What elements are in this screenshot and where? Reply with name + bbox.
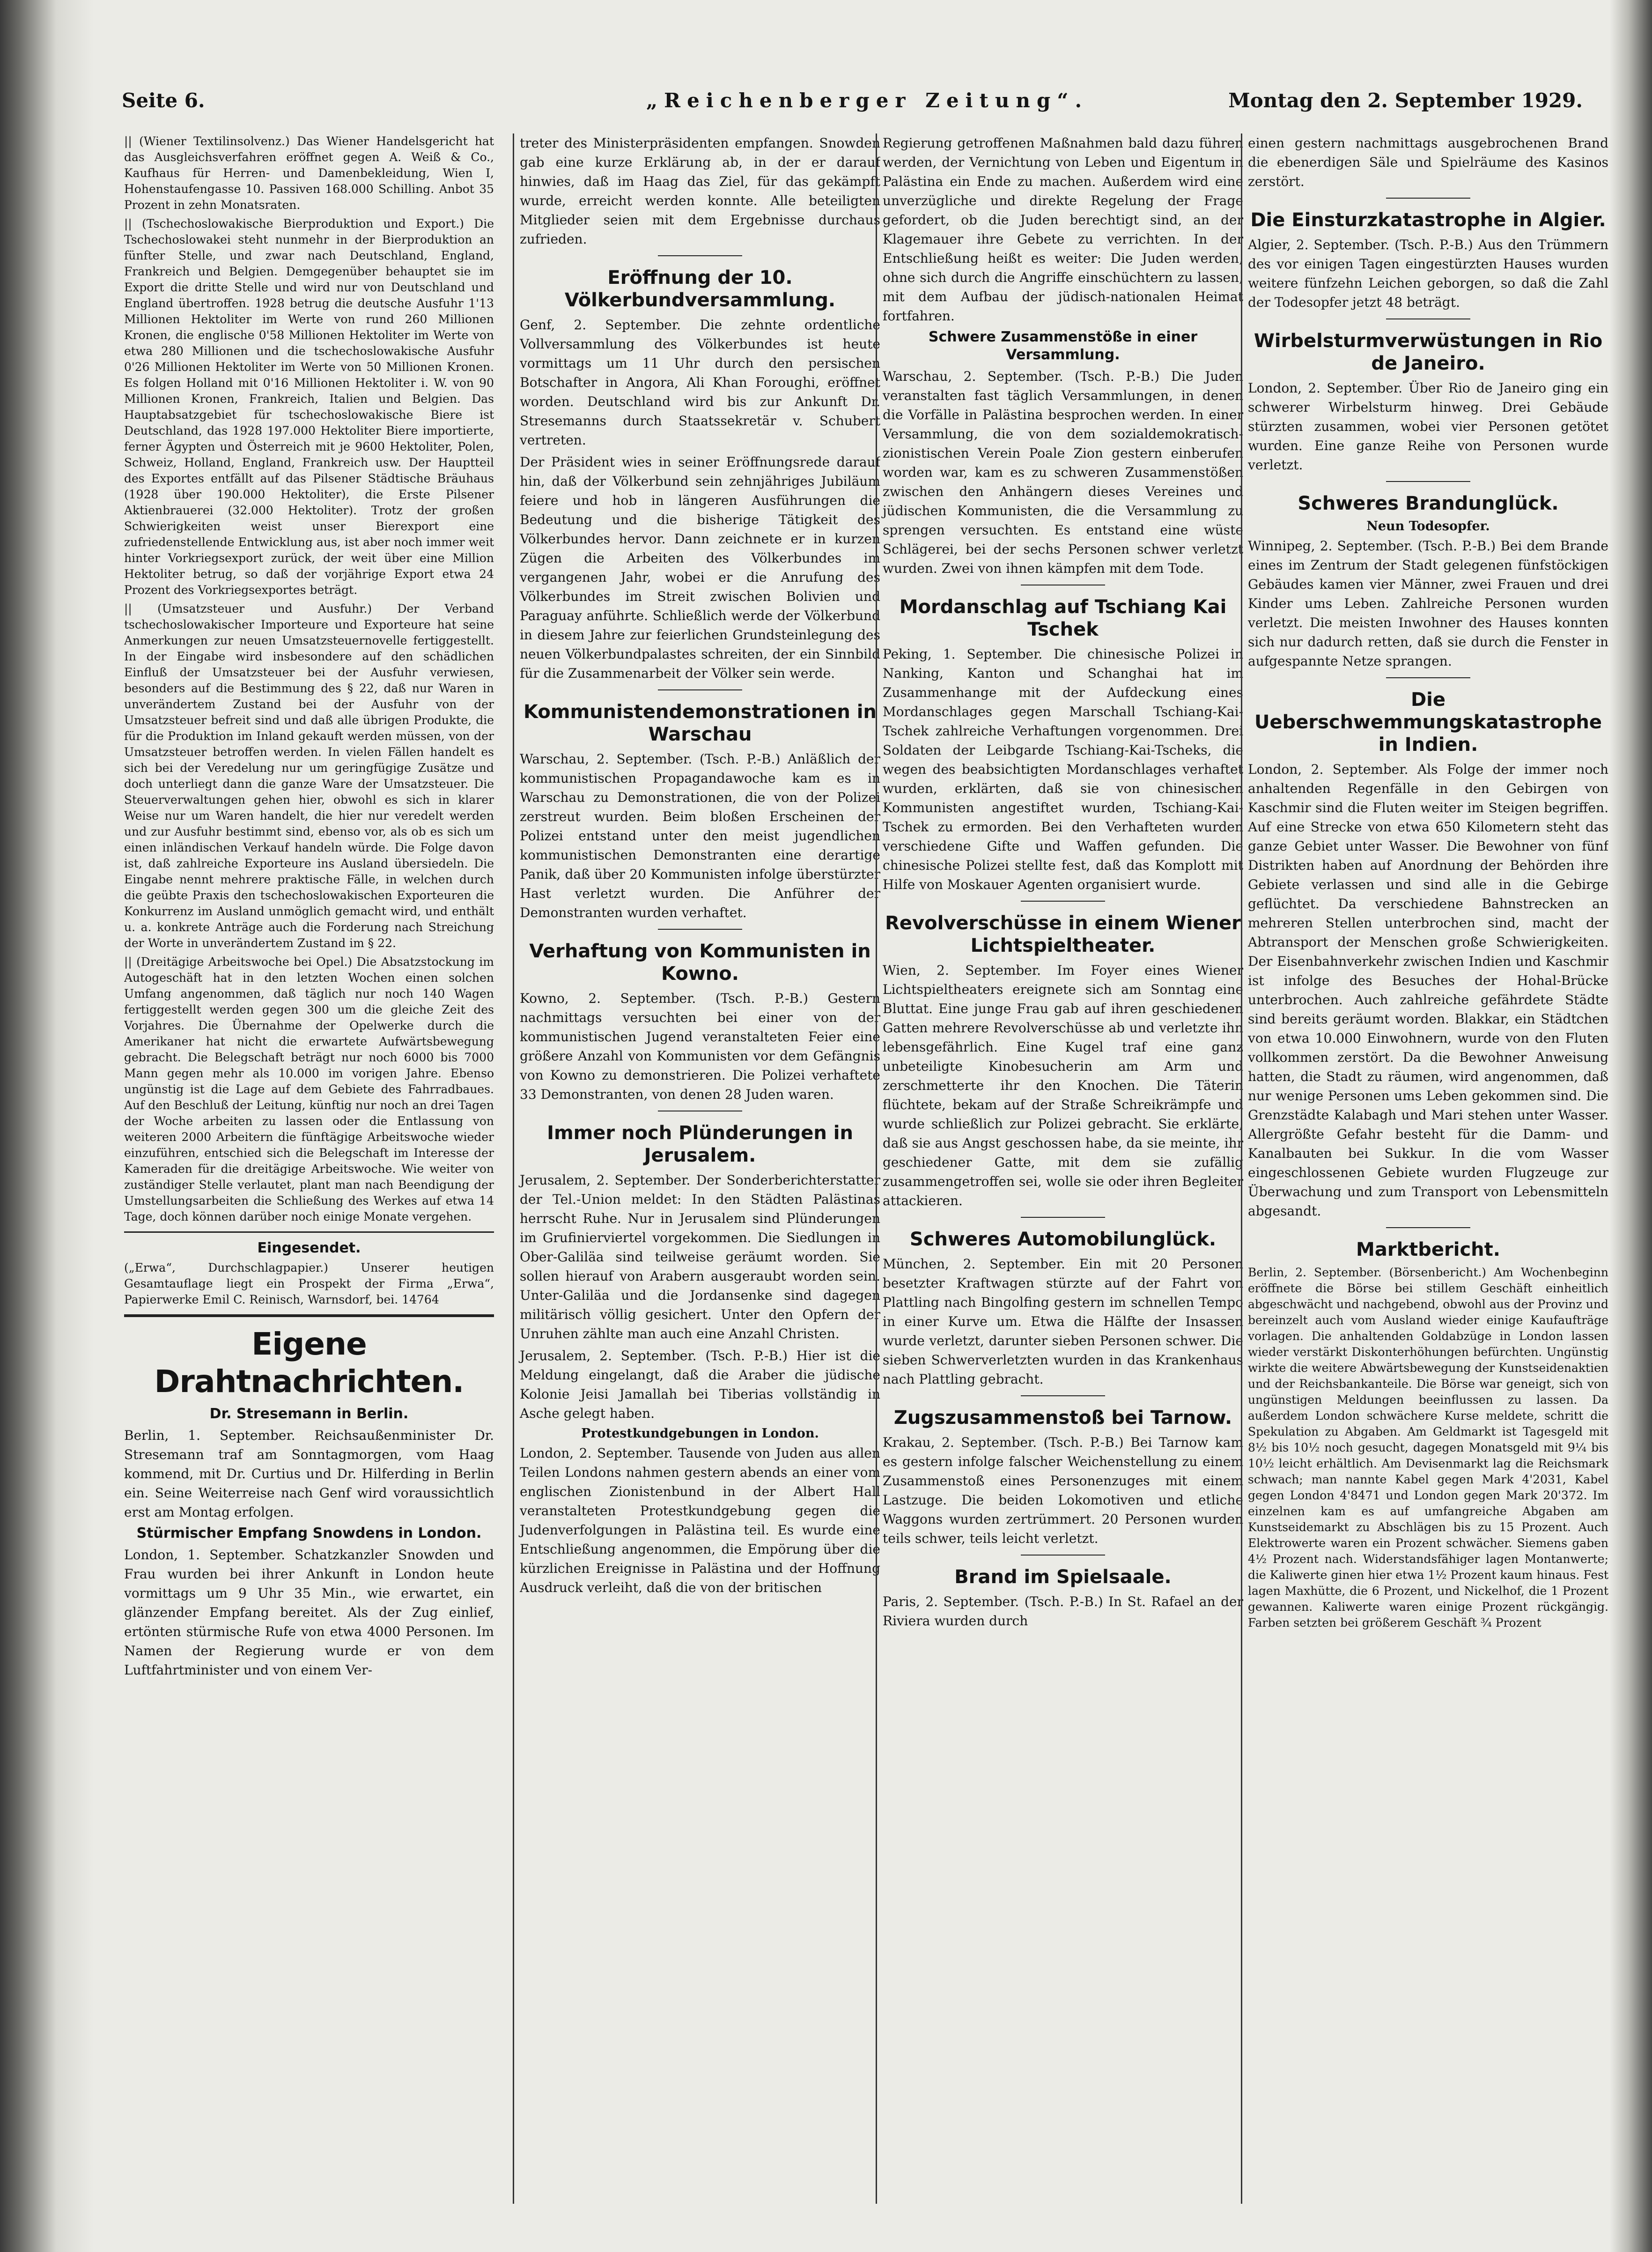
- article-warschau-zusammenstoesse: Warschau, 2. September. (Tsch. P.-B.) Die Juden veranstalten fast täglich Versammlungen, in denen die Vorfälle in Palästina besprochen werden. In einer Versammlung, die von dem sozialdemokratisch-zionistischen Verein Poale Zion gestern einberufen worden war, kam es zu schweren Zusammenstößen zwischen den Anhängern dieses Vereines und jüdischen Kommunisten, die die Versammlung zu sprengen versuchten. Es entstand eine wüste Schlägerei, bei der sechs Personen schwer verletzt wurden. Zwei von ihnen kämpfen mit dem Tode.: [883, 369, 1243, 576]
- article-muenchen: München, 2. September. Ein mit 20 Personen besetzter Kraftwagen stürzte auf der Fahrt von Plattling nach Bingolfing gestern im schnellen Tempo in einer Kurve um. Etwa die Hälfte der Insassen wurde verletzt, darunter sieben Personen schwer. Die sieben Schwerverletzten wurden in das Krankenhaus nach Plattling gebracht.: [883, 1256, 1243, 1387]
- column-3: [876, 133, 1243, 2204]
- article-tschiang: Peking, 1. September. Die chinesische Polizei in Nanking, Kanton und Schanghai hat im Zusammenhange mit der Aufdeckung eines Mordanschlages gegen Marschall Tschiang-Kai-Tschek zahlreiche Verhaftungen vorgenommen. Drei Soldaten der Leibgarde Tschiang-Kai-Tscheks, die wegen des beabsichtigten Mordanschlages verhaftet wurden, erklärten, daß sie von chinesischen Kommunisten angestiftet wurden, Tschiang-Kai-Tschek zu ermorden. Bei den Verhafteten wurden verschiedene Gifte und Waffen gefunden. Die chinesische Polizei stellte fest, daß das Komplott mit Hilfe von Moskauer Agenten organisiert wurde.: [883, 646, 1243, 892]
- headline-tschiang: Mordanschlag auf Tschiang Kai Tschek: [899, 596, 1227, 640]
- headline-warschau-demonstrationen: Kommunistendemonstrationen in Warschau: [524, 701, 877, 745]
- section-title-eingesendet: Eingesendet.: [257, 1240, 361, 1256]
- article-london-protest: London, 2. September. Tausende von Juden aus allen Teilen Londons nahmen gestern abends an einer vom englischen Zionistenbund in der Albert Hall veranstalteten Protestkundgebung gegen die Judenverfolgungen in Palästina teil. Es wurde eine Entschließung angenommen, die Empörung über die kürzlichen Ereignisse in Palästina und der Hoffnung Ausdruck verleiht, daß die von der britischen: [520, 1445, 880, 1595]
- headline-indien: Die Ueberschwemmungskatastrophe in Indien.: [1254, 689, 1602, 756]
- article-paris: Paris, 2. September. (Tsch. P.-B.) In St. Rafael an der Riviera wurden durch: [883, 1594, 1243, 1629]
- article-kowno: Kowno, 2. September. (Tsch. P.-B.) Gestern nachmittags versuchten bei einer von der kommunistischen Jugend veranstalteten Feier eine größere Anzahl von Kommunisten vor dem Gefängnis von Kowno zu demonstrieren. Die Polizei verhaftete 33 Demonstranten, von denen 28 Juden waren.: [520, 991, 880, 1102]
- article-winnipeg: Winnipeg, 2. September. (Tsch. P.-B.) Bei dem Brande eines im Zentrum der Stadt gelegenen fünfstöckigen Gebäudes kamen vier Männer, zwei Frauen und drei Kinder ums Leben. Zahlreiche Personen wurden verletzt. Die meisten Inwohner des Hauses konnten sich nur dadurch retten, daß sie durch die Fenster in aufgespannte Netze sprangen.: [1248, 538, 1608, 669]
- section-title-drahtnachrichten: Eigene Drahtnachrichten.: [154, 1326, 464, 1400]
- divider: [1021, 1217, 1105, 1218]
- page-number: Seite 6.: [122, 89, 205, 112]
- divider: [1386, 481, 1470, 482]
- article-warschau-demonstrationen: Warschau, 2. September. (Tsch. P.-B.) Anläßlich der kommunistischen Propagandawoche kam es in Warschau zu Demonstrationen, die von der Polizei zerstreut wurden. Beim bloßen Erscheinen der Polizei entstand unter den meist jugendlichen kommunistischen Demonstranten eine derartige Panik, daß über 20 Kommunisten infolge überstürzter Hast verletzt wurden. Die Anführer der Demonstranten wurden verhaftet.: [520, 751, 880, 920]
- article-textilinsolvenz: || (Wiener Textilinsolvenz.) Das Wiener Handelsgericht hat das Ausgleichsverfahren eröffnet gegen A. Weiß & Co., Kaufhaus für Herren- und Damenbekleidung, Wien I, Hohenstaufengasse 10. Passiven 168.000 Schilling. Anbot 35 Prozent in zehn Monatsraten.: [124, 134, 494, 212]
- issue-date: Montag den 2. September 1929.: [1228, 89, 1583, 112]
- divider: [658, 689, 742, 690]
- headline-voelkerbund: Eröffnung der 10. Völkerbundversammlung.: [564, 267, 836, 311]
- divider: [1386, 198, 1470, 199]
- headline-jerusalem: Immer noch Plünderungen in Jerusalem.: [547, 1122, 853, 1166]
- article-paris-cont: einen gestern nachmittags ausgebrochenen Brand die ebenerdigen Säle und Spielräume des Kasinos zerstört.: [1248, 135, 1608, 189]
- scan-edge-shadow-right: [1610, 0, 1652, 2252]
- article-jerusalem-2: Jerusalem, 2. September. (Tsch. P.-B.) Hier ist die Meldung eingelangt, daß die Araber die jüdische Kolonie Jeisi Jamallah bei Tiberias vollständig in Asche gelegt haben.: [520, 1348, 880, 1421]
- article-eingesendet: („Erwa“, Durchschlagpapier.) Unserer heutigen Gesamtauflage liegt ein Prospekt der Firma „Erwa“, Papierwerke Emil C. Reinisch, Warnsdorf, bei. 14764: [124, 1261, 494, 1306]
- article-voelkerbund: Genf, 2. September. Die zehnte ordentliche Vollversammlung des Völkerbundes ist heute vormittags um 11 Uhr durch den persischen Botschafter in Angora, Ali Khan Foroughi, eröffnet worden. Deutschland wird bis zur Ankunft Dr. Stresemanns durch Staatssekretär v. Schubert vertreten.: [520, 317, 880, 448]
- headline-london-protest: Protestkundgebungen in London.: [581, 1426, 819, 1441]
- headline-marktbericht: Marktbericht.: [1356, 1239, 1500, 1260]
- divider: [1021, 901, 1105, 902]
- article-snowden: London, 1. September. Schatzkanzler Snowden und Frau wurden bei ihrer Ankunft in London heute vormittags um 9 Uhr 35 Min., wie erwartet, ein glänzender Empfang bereitet. Als der Zug einlief, ertönten stürmische Rufe von etwa 4000 Personen. Im Namen der Regierung wurde er von dem Luftfahrtminister und von einem Ver-: [124, 1547, 494, 1678]
- page-header: [122, 84, 1583, 122]
- divider: [1386, 1227, 1470, 1228]
- article-opel: || (Dreitägige Arbeitswoche bei Opel.) Die Absatzstockung im Autogeschäft hat in den letzten Wochen einen solchen Umfang angenommen, daß täglich nur noch 140 Wagen fertiggestellt werden gegen 300 um die gleiche Zeit des Vorjahres. Die Übernahme der Opelwerke durch die Amerikaner hat nicht die erwartete Aufwärtsbewegung gebracht. Die Belegschaft beträgt nur noch 6000 bis 7000 Mann gegen mehr als 10.000 im vorigen Jahre. Ebenso ungünstig ist die Lage auf dem Gebiete des Fahrradbaues. Auf den Beschluß der Leitung, künftig nur noch an drei Tagen der Woche arbeiten zu lassen oder die Entlassung von weiteren 2000 Arbeitern die fünftägige Arbeitswoche wieder einzuführen, entschied sich die Belegschaft im Interesse der Kameraden für die dreitägige Arbeitswoche. Wie weiter von zuständiger Stelle verlautet, plant man nach Beendigung der Umstellungsarbeiten die Schließung des Werkes auf etwa 14 Tage, doch können darüber noch einige Monate vergehen.: [124, 955, 494, 1223]
- divider: [1021, 1555, 1105, 1556]
- headline-wien: Revolverschüsse in einem Wiener Lichtspieltheater.: [885, 912, 1241, 956]
- article-stresemann: Berlin, 1. September. Reichsaußenminister Dr. Stresemann traf am Sonntagmorgen, vom Haag kommend, mit Dr. Curtius und Dr. Hilferding in Berlin ein. Seine Weiterreise nach Genf wird voraussichtlich erst am Montag erfolgen.: [124, 1428, 494, 1520]
- headline-warschau-zusammenstoesse: Schwere Zusammenstöße in einer Versammlung.: [928, 329, 1198, 363]
- headline-paris: Brand im Spielsaale.: [954, 1566, 1172, 1588]
- divider: [124, 1314, 494, 1317]
- divider: [124, 1231, 494, 1233]
- headline-muenchen: Schweres Automobilunglück.: [909, 1229, 1217, 1250]
- headline-algier: Die Einsturzkatastrophe in Algier.: [1250, 209, 1606, 231]
- article-jerusalem-1: Jerusalem, 2. September. Der Sonderberichterstatter der Tel.-Union meldet: In den Städten Palästinas herrscht Ruhe. Nur in Jerusalem sind Plünderungen im Grufinierviertel vorgekommen. Die Siedlungen in Ober-Galiläa sind teilweise geräumt worden. Sie sollen hierauf von Arabern ausgeraubt worden sein. Unter-Galiläa und die Jordansenke sind dagegen militärisch völlig gesichert. Unter den Opfern der Unruhen zählte man auch eine Anzahl Christen.: [520, 1172, 880, 1341]
- headline-stresemann: Dr. Stresemann in Berlin.: [209, 1406, 409, 1422]
- headline-kowno: Verhaftung von Kommunisten in Kowno.: [529, 941, 871, 985]
- divider: [1021, 1395, 1105, 1396]
- newspaper-title: „Reichenberger Zeitung“.: [646, 89, 1089, 112]
- article-umsatzsteuer: || (Umsatzsteuer und Ausfuhr.) Der Verband tschechoslowakischer Importeure und Exporteure hat seine Anmerkungen zur neuen Umsatzsteuernovelle fertiggestellt. In der Eingabe wird insbesondere auf den schädlichen Einfluß der Umsatzsteuer bei der Ausfuhr verwiesen, besonders auf die Bestimmung des § 22, daß nur Waren in unverändertem Zustand bei der Ausfuhr von der Umsatzsteuer befreit sind und daß alle übrigen Produkte, die für die Produktion im Inland gekauft werden müssen, von der Umsatzsteuer betroffen werden. In vielen Fällen handelt es sich bei der Veredelung nur um geringfügige Zusätze und doch unterliegt dann die ganze Ware der Umsatzsteuer. Die Steuerverwaltungen gehen hier, obwohl es sich in klarer Weise nur um Waren handelt, die hier nur veredelt werden und zur Ausfuhr bestimmt sind, ebenso vor, als ob es sich um einen inländischen Verkauf handeln würde. Die Folge davon ist, daß zahlreiche Exporteure ins Ausland übersiedeln. Die Eingabe nennt mehrere praktische Fälle, in welchen durch die geübte Praxis den tschechoslowakischen Exporteuren die Konkurrenz im Ausland unmöglich gemacht wird, und enthält u. a. konkrete Anträge auch die Forderung nach Streichung der Worte in unverändertem Zustand im § 22.: [124, 602, 494, 950]
- subheadline-winnipeg: Neun Todesopfer.: [1366, 519, 1490, 533]
- article-tarnow: Krakau, 2. September. (Tsch. P.-B.) Bei Tarnow kam es gestern infolge falscher Weichenstellung zu einem Zusammenstoß eines Personenzuges mit einem Lastzuge. Die beiden Lokomotiven und etliche Waggons wurden zertrümmert. 20 Personen wurden teils schwer, teils leicht verletzt.: [883, 1435, 1243, 1546]
- headline-snowden: Stürmischer Empfang Snowdens in London.: [136, 1525, 482, 1541]
- divider: [658, 255, 742, 256]
- article-bierproduktion: || (Tschechoslowakische Bierproduktion und Export.) Die Tschechoslowakei steht nunmehr in der Bierproduktion an fünfter Stelle, und zwar nach Deutschland, England, Frankreich und Belgien. Demgegenüber behauptet sie im Export die dritte Stelle und wird nur von Deutschland und England übertroffen. 1928 betrug die deutsche Ausfuhr 1'13 Millionen Hektoliter im Werte von rund 260 Millionen Kronen, die englische 0'58 Millionen Hektoliter im Werte von etwa 280 Millionen und die tschechoslowakische Ausfuhr 0'26 Millionen Hektoliter im Werte von 50 Millionen Kronen. Es folgen Holland mit 0'16 Millionen Hektoliter i. W. von 90 Millionen Kronen, Frankreich, Italien und Belgien. Das Hauptabsatzgebiet für tschechoslowakische Biere ist Deutschland, das 1928 197.000 Hektoliter Biere importierte, ferner Ägypten und Österreich mit je 9600 Hektoliter, Polen, Schweiz, Holland, England, Frankreich usw. Der Hauptteil des Exportes entfällt auf das Pilsener Städtische Bräuhaus (1928 über 190.000 Hektoliter), die Erste Pilsener Aktienbrauerei (32.000 Hektoliter). Trotz der großen Schwierigkeiten weist unser Bierexport eine zufriedenstellende Entwicklung aus, ist aber noch immer weit hinter Vorkriegsexport zurück, der weit über eine Million Hektoliter betrug, so daß der vorjährige Export etwa 24 Prozent des Vorkriegsexportes beträgt.: [124, 217, 494, 597]
- article-indien: London, 2. September. Als Folge der immer noch anhaltenden Regenfälle in den Gebirgen von Kaschmir sind die Fluten weiter im Steigen begriffen. Auf eine Strecke von etwa 650 Kilometern steht das ganze Gebiet unter Wasser. Die Bewohner von fünf Distrikten haben auf Anordnung der Behörden ihre Gebiete verlassen und sind alle in die Gebirge geflüchtet. Da verschiedene Bahnstrecken an mehreren Stellen unterbrochen sind, macht der Abtransport der Menschen große Schwierigkeiten. Der Eisenbahnverkehr zwischen Indien und Kaschmir ist infolge des Besuches der Hohal-Brücke unterbrochen. Auch zahlreiche gefährdete Städte sind bereits geräumt worden. Blakkar, ein Städtchen von etwa 10.000 Einwohnern, wurde von den Fluten vollkommen zerstört. Da die Bewohner Anweisung hatten, die Stadt zu räumen, wird angenommen, daß nur wenige Personen ums Leben gekommen sind. Die Grenzstädte Kalabagh und Mari stehen unter Wasser. Allergrößte Gefahr besteht für die Damm- und Kanalbauten bei Sukkur. In die vom Wasser eingeschlossenen Gebiete wurden Flugzeuge zur Überwachung und zum Transport von Lebensmitteln abgesandt.: [1248, 762, 1608, 1219]
- article-snowden-cont: treter des Ministerpräsidenten empfangen. Snowden gab eine kurze Erklärung ab, in der er darauf hinwies, daß im Haag das Ziel, für das gekämpft wurde, erreicht werden konnte. Alle beteiligten Mitglieder seien mit dem Ergebnisse durchaus zufrieden.: [520, 135, 880, 247]
- article-marktbericht: Berlin, 2. September. (Börsenbericht.) Am Wochenbeginn eröffnete die Börse bei stillem Geschäft einheitlich abgeschwächt und nachgebend, obwohl aus der Provinz und bereinzelt auch vom Ausland wieder einige Kaufaufträge vorlagen. Die anhaltenden Goldabzüge in London lassen wieder verstärkt Diskonterhöhungen befürchten. Ungünstig wirkte die weitere Abwärtsbewegung der Kunstseidenaktien und der Reichsbankanteile. Die Börse war geneigt, sich von ungünstigen Meldungen beeinflussen zu lassen. Da außerdem London schwächere Kurse meldete, schritt die Spekulation zu Abgaben. Am Geldmarkt ist Tagesgeld mit 8½ bis 10½ noch gesucht, dagegen Monatsgeld mit 9¼ bis 10½ leicht erhältlich. Am Devisenmarkt lag die Reichsmark schwach; man nannte Kabel gegen Mark 4'2031, Kabel gegen London 4'8471 und London gegen Mark 20'372. Im einzelnen kam es auf umfangreiche Abgaben am Kunstseidemarkt zu Abschlägen bis zu 15 Prozent. Auch Elektrowerte waren ein Prozent schwächer. Siemens gaben 4½ Prozent nach. Widerstandsfähiger lagen Montanwerte; die Kaliwerte ginen hier etwa 1½ Prozent kaum hinaus. Fest lagen Maxhütte, die 6 Prozent, und Nickelhof, die 1 Prozent gewannen. Kaliwerte waren einige Prozent rückgängig. Farben setzten bei größerem Geschäft ¾ Prozent: [1248, 1266, 1608, 1630]
- divider: [658, 929, 742, 930]
- headline-rio: Wirbelsturmverwüstungen in Rio de Janeiro.: [1254, 330, 1603, 374]
- article-algier: Algier, 2. September. (Tsch. P.-B.) Aus den Trümmern des vor einigen Tagen eingestürzten Hauses wurden weitere fünfzehn Leichen geborgen, so daß die Zahl der Todesopfer jetzt 48 beträgt.: [1248, 237, 1608, 310]
- divider: [1386, 677, 1470, 678]
- column-1: [124, 133, 494, 2204]
- column-2: [513, 133, 880, 2204]
- column-4: [1241, 133, 1608, 2204]
- scan-binding-shadow-left: [0, 0, 94, 2252]
- article-wien: Wien, 2. September. Im Foyer eines Wiener Lichtspieltheaters ereignete sich am Sonntag eine Bluttat. Eine junge Frau gab auf ihren geschiedenen Gatten mehrere Revolverschüsse ab und verletzte ihn lebensgefährlich. Eine Kugel traf eine ganz unbeteiligte Kinobesucherin am Arm und zerschmetterte ihr den Knochen. Die Täterin flüchtete, bekam auf der Straße Schreikrämpfe und wurde schließlich zur Polizei gebracht. Sie erklärte, daß sie aus Angst geschossen habe, da sie meinte, ihr geschiedener Gatte, mit dem sie zufällig zusammengetroffen sei, wolle sie oder ihren Begleiter attackieren.: [883, 963, 1243, 1208]
- headline-tarnow: Zugszusammenstoß bei Tarnow.: [893, 1407, 1232, 1429]
- article-london-protest-cont: Regierung getroffenen Maßnahmen bald dazu führen werden, der Vernichtung von Leben und Eigentum in Palästina ein Ende zu machen. Außerdem wird eine unverzügliche und direkte Regelung der Frage gefordert, ob die Juden berechtigt sind, an der Klagemauer ihre Gebete zu verrichten. In der Entschließung heißt es weiter: Die Juden werden, ohne sich durch die Angriffe einschüchtern zu lassen, mit dem Aufbau der jüdisch-nationalen Heimat fortfahren.: [883, 135, 1243, 324]
- headline-winnipeg: Schweres Brandunglück.: [1298, 493, 1559, 514]
- article-voelkerbund-2: Der Präsident wies in seiner Eröffnungsrede darauf hin, daß der Völkerbund sein zehnjähriges Jubiläum feiere und hob in längeren Ausführungen die Bedeutung und die bisherige Tätigkeit des Völkerbundes hervor. Dann zeichnete er in kurzen Zügen die Arbeiten des Völkerbundes im vergangenen Jahr, wobei er die Anrufung des Völkerbundes im Streit zwischen Bolivien und Paraguay anführte. Schließlich werde der Völkerbund in diesem Jahre zur feierlichen Grundsteinlegung des neuen Völkerbundpalastes schreiten, der ein Sinnbild für die Zusammenarbeit der Völker sein werde.: [520, 454, 880, 681]
- article-rio: London, 2. September. Über Rio de Janeiro ging ein schwerer Wirbelsturm hinweg. Drei Gebäude stürzten zusammen, wobei vier Personen getötet wurden. Eine ganze Reihe von Personen wurde verletzt.: [1248, 380, 1608, 473]
